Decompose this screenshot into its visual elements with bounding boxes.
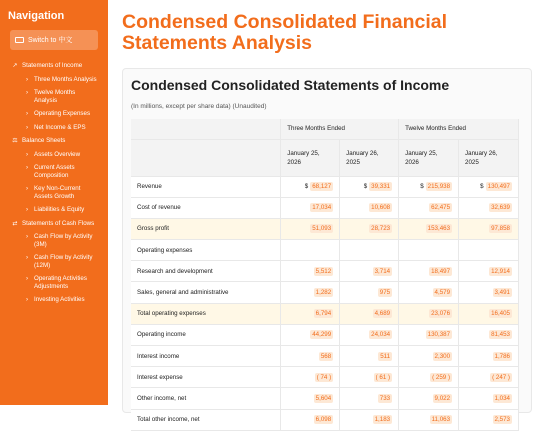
table-row xyxy=(131,282,519,303)
value-cell xyxy=(459,303,519,324)
value-cell xyxy=(340,261,399,282)
value-cell xyxy=(399,261,459,282)
currency-symbol: $ xyxy=(363,183,368,191)
sidebar-item[interactable] xyxy=(0,148,108,162)
value-cell xyxy=(281,409,340,430)
value-cell xyxy=(459,261,519,282)
table-row xyxy=(131,324,519,345)
value-cell xyxy=(399,218,459,239)
sidebar-item[interactable] xyxy=(0,161,108,182)
value-cell xyxy=(459,218,519,239)
value-cell xyxy=(340,240,399,261)
value-pill: 1,183 xyxy=(374,416,391,424)
value-pill: 39,331 xyxy=(371,183,391,191)
sidebar-item-label: Cash Flow by Activity (12M) xyxy=(34,254,93,269)
value-cell xyxy=(281,346,340,367)
value-pill: 130,497 xyxy=(487,183,510,191)
sidebar-item[interactable] xyxy=(0,121,108,135)
chevron-right-icon: › xyxy=(25,233,29,240)
sidebar-item[interactable] xyxy=(0,272,108,293)
value-cell xyxy=(340,303,399,324)
chart-line-icon: ↗ xyxy=(12,62,18,69)
table-row xyxy=(131,346,519,367)
value-pill: 568 xyxy=(320,352,332,360)
row-label: Research and development xyxy=(131,261,281,282)
sidebar-item-label: Cash Flow by Activity (3M) xyxy=(34,233,93,248)
table-row xyxy=(131,409,519,430)
table-row xyxy=(131,367,519,388)
value-pill: 2,300 xyxy=(434,352,451,360)
value-pill: 215,938 xyxy=(427,183,451,191)
value-pill: 1,786 xyxy=(494,352,510,360)
sidebar-item[interactable] xyxy=(0,182,108,203)
language-switch-label: Switch to 中文 xyxy=(28,37,73,44)
table-row xyxy=(131,197,519,218)
value-pill: 24,034 xyxy=(371,331,391,339)
sidebar-title: Navigation xyxy=(8,10,65,22)
exchange-icon: ⇄ xyxy=(12,219,18,227)
chevron-right-icon: › xyxy=(25,89,29,96)
income-table xyxy=(131,119,519,431)
row-label: Cost of revenue xyxy=(131,197,281,218)
chevron-right-icon: › xyxy=(25,75,29,83)
value-pill: 5,604 xyxy=(315,394,332,402)
income-statement-card xyxy=(122,68,532,424)
value-cell xyxy=(399,282,459,303)
value-cell xyxy=(281,261,340,282)
value-pill: 975 xyxy=(379,289,391,297)
value-pill: ( 61 ) xyxy=(375,373,391,381)
value-pill: ( 259 ) xyxy=(432,373,451,381)
sidebar-item-label: Statements of Cash Flows xyxy=(22,219,95,227)
value-cell xyxy=(399,388,459,409)
table-row xyxy=(131,240,519,261)
sidebar-item[interactable] xyxy=(0,230,108,251)
sidebar-item-label: Operating Expenses xyxy=(34,110,91,117)
value-pill: 3,714 xyxy=(374,267,391,275)
value-pill: 1,034 xyxy=(494,394,510,402)
table-corner xyxy=(131,119,281,139)
value-pill: 51,093 xyxy=(312,225,332,233)
value-cell xyxy=(459,409,519,430)
balance-icon: ⚖ xyxy=(12,137,18,144)
value-pill: 97,858 xyxy=(491,225,510,233)
value-pill: 10,608 xyxy=(371,204,391,212)
value-cell xyxy=(340,197,399,218)
page-title: Condensed Consolidated Financial Statements Analysis xyxy=(122,11,448,54)
value-cell xyxy=(459,346,519,367)
value-cell xyxy=(399,240,459,261)
value-cell xyxy=(399,324,459,345)
sidebar-item-label: Twelve Months Analysis xyxy=(34,89,76,104)
value-cell xyxy=(281,218,340,239)
value-pill: 28,723 xyxy=(371,225,391,233)
value-cell xyxy=(281,197,340,218)
value-cell xyxy=(340,176,399,197)
language-switch-button[interactable] xyxy=(10,30,98,50)
sidebar xyxy=(0,0,108,405)
value-cell xyxy=(281,282,340,303)
value-cell xyxy=(281,367,340,388)
sidebar-item-label: Statements of Income xyxy=(22,62,83,69)
sidebar-item-label: Assets Overview xyxy=(34,150,81,158)
chevron-right-icon: › xyxy=(25,150,29,158)
value-cell xyxy=(340,346,399,367)
value-pill: 130,387 xyxy=(427,331,451,339)
sidebar-item[interactable] xyxy=(0,217,108,231)
value-pill: 12,914 xyxy=(491,267,510,275)
value-cell xyxy=(399,367,459,388)
value-pill: 68,127 xyxy=(312,183,332,191)
value-cell xyxy=(459,240,519,261)
row-label: Operating income xyxy=(131,324,281,345)
value-pill: 511 xyxy=(380,352,391,360)
row-label: Other income, net xyxy=(131,388,281,409)
table-corner-2 xyxy=(131,139,281,176)
row-label: Revenue xyxy=(131,176,281,197)
group-header-three-months: Three Months Ended xyxy=(281,119,399,139)
value-cell xyxy=(281,388,340,409)
value-pill: 1,282 xyxy=(315,289,332,297)
sidebar-item-label: Key Non-Current Assets Growth xyxy=(34,185,81,200)
value-pill: 4,579 xyxy=(434,289,451,297)
sidebar-item[interactable] xyxy=(0,293,108,307)
row-label: Total operating expenses xyxy=(131,303,281,324)
table-row xyxy=(131,388,519,409)
sidebar-nav xyxy=(0,59,108,307)
chevron-right-icon: › xyxy=(25,123,29,131)
value-cell xyxy=(459,282,519,303)
chevron-right-icon: › xyxy=(25,296,29,303)
value-cell xyxy=(281,303,340,324)
value-pill: 4,689 xyxy=(374,310,391,318)
value-pill: ( 247 ) xyxy=(492,373,510,381)
value-pill: 17,034 xyxy=(312,204,332,212)
value-pill: 16,405 xyxy=(491,310,510,318)
value-cell xyxy=(340,324,399,345)
chevron-right-icon: › xyxy=(25,206,29,213)
column-header: January 26, 2025 xyxy=(459,139,519,176)
value-cell xyxy=(459,197,519,218)
main-content xyxy=(108,0,540,424)
sidebar-item-label: Balance Sheets xyxy=(22,137,66,144)
value-cell xyxy=(399,346,459,367)
value-pill: 5,512 xyxy=(315,267,332,275)
value-pill: 733 xyxy=(379,394,391,402)
value-cell xyxy=(340,282,399,303)
currency-symbol: $ xyxy=(420,183,424,191)
table-row xyxy=(131,261,519,282)
value-cell xyxy=(340,409,399,430)
sidebar-item-label: Three Months Analysis xyxy=(34,75,97,83)
value-pill: 18,497 xyxy=(431,267,451,275)
sidebar-item[interactable] xyxy=(0,134,108,148)
chevron-right-icon: › xyxy=(25,185,29,192)
chevron-right-icon: › xyxy=(25,164,29,171)
chevron-right-icon: › xyxy=(25,110,29,117)
table-row xyxy=(131,218,519,239)
value-cell xyxy=(459,388,519,409)
sidebar-item[interactable] xyxy=(0,59,108,73)
value-pill: 9,022 xyxy=(434,394,451,402)
table-row xyxy=(131,303,519,324)
row-label: Total other income, net xyxy=(131,409,281,430)
column-header: January 25, 2026 xyxy=(399,139,459,176)
card-title: Condensed Consolidated Statements of Income xyxy=(131,77,450,93)
value-cell xyxy=(399,303,459,324)
value-pill: 6,098 xyxy=(315,416,332,424)
value-cell xyxy=(340,367,399,388)
value-cell xyxy=(399,176,459,197)
sidebar-item[interactable] xyxy=(0,203,108,217)
sidebar-item-label: Net Income & EPS xyxy=(34,123,86,131)
value-pill: 62,475 xyxy=(431,204,451,212)
row-label: Operating expenses xyxy=(131,240,281,261)
row-label: Interest income xyxy=(131,346,281,367)
value-cell xyxy=(340,388,399,409)
value-cell xyxy=(340,218,399,239)
value-pill: 2,573 xyxy=(494,416,510,424)
sidebar-item-label: Operating Activities Adjustments xyxy=(34,275,87,290)
value-pill: ( 74 ) xyxy=(316,373,332,381)
row-label: Sales, general and administrative xyxy=(131,282,281,303)
sidebar-item[interactable] xyxy=(0,251,108,272)
value-cell xyxy=(399,409,459,430)
sidebar-item[interactable] xyxy=(0,107,108,121)
value-pill: 153,463 xyxy=(427,225,451,233)
value-cell xyxy=(281,176,340,197)
chevron-right-icon: › xyxy=(25,275,29,282)
value-pill: 81,453 xyxy=(491,331,510,339)
currency-symbol: $ xyxy=(480,183,484,191)
group-header-twelve-months: Twelve Months Ended xyxy=(399,119,519,139)
value-cell xyxy=(459,176,519,197)
language-icon xyxy=(15,37,24,43)
value-pill: 44,299 xyxy=(312,331,332,339)
value-cell xyxy=(399,197,459,218)
currency-symbol: $ xyxy=(304,183,309,191)
card-note: (In millions, except per share data) (Unaudited) xyxy=(131,103,267,110)
sidebar-item[interactable] xyxy=(0,86,108,107)
column-header: January 26, 2025 xyxy=(340,139,399,176)
chevron-right-icon: › xyxy=(25,254,29,261)
sidebar-item-label: Investing Activities xyxy=(34,296,85,303)
row-label: Gross profit xyxy=(131,218,281,239)
value-pill: 11,063 xyxy=(431,416,451,424)
table-row xyxy=(131,176,519,197)
value-pill: 23,076 xyxy=(431,310,451,318)
value-cell xyxy=(281,324,340,345)
value-pill: 3,491 xyxy=(494,289,510,297)
column-header: January 25, 2026 xyxy=(281,139,340,176)
sidebar-item-label: Current Assets Composition xyxy=(34,164,75,179)
sidebar-item[interactable] xyxy=(0,73,108,87)
value-pill: 6,794 xyxy=(315,310,332,318)
sidebar-item-label: Liabilities & Equity xyxy=(34,206,85,213)
value-pill: 32,639 xyxy=(491,204,510,212)
value-cell xyxy=(459,367,519,388)
value-cell xyxy=(459,324,519,345)
row-label: Interest expense xyxy=(131,367,281,388)
value-cell xyxy=(281,240,340,261)
